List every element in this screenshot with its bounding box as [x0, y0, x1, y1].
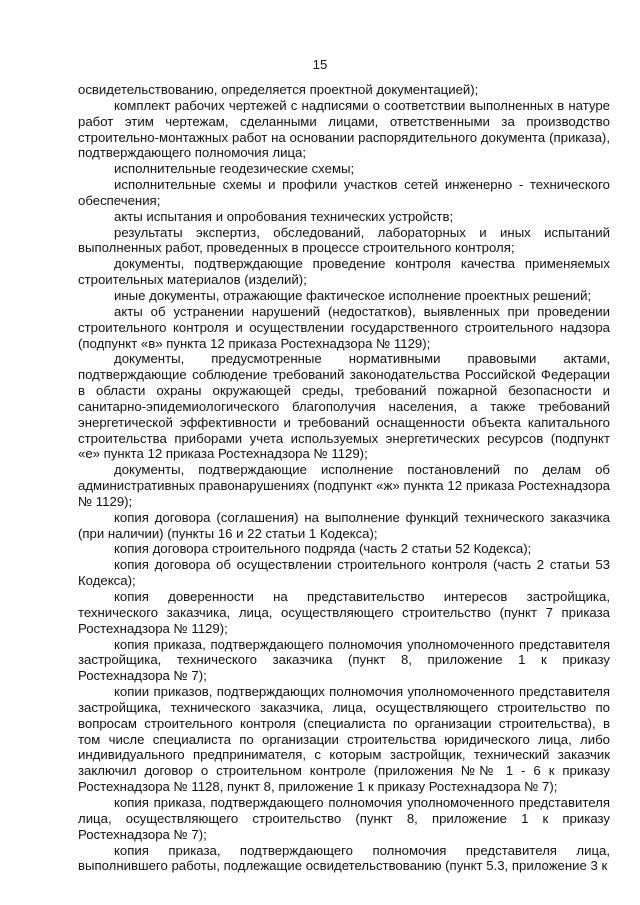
paragraph-17: копии приказов, подтверждающих полномочия уполномоченного представителя застройщика, технического заказчика, лица, осуществляющего строительство по вопросам строительного контроля (специалиста по организации строительства), в том числе специалиста по организации строительства юридического лица, либо индивидуального предпринимателя, с которым застройщик, технический заказчик заключил договор о строительном контроле (приложения №№ 1 - 6 к приказу Ростехнадзора № 1128, пункт 8, приложение 1 к приказу Ростехнадзора № 7); [78, 684, 610, 795]
paragraph-3: исполнительные геодезические схемы; [114, 161, 355, 177]
paragraph-11: документы, подтверждающие исполнение постановлений по делам об административных правонарушениях (подпункт «ж» пункта 12 приказа Ростехнадзора № 1129); [78, 462, 610, 509]
paragraph-2: комплект рабочих чертежей с надписями о соответствии выполненных в натуре работ этим чертежам, сделанными лицами, ответственными за производство строительно-монтажных работ на основании распорядительного документа (приказа), подтверждающего полномочия лица; [78, 97, 610, 161]
paragraph-8: иные документы, отражающие фактическое исполнение проектных решений; [114, 287, 592, 303]
paragraph-13: копия договора строительного подряда (часть 2 статьи 52 Кодекса); [114, 541, 532, 557]
paragraph-15: копия доверенности на представительство интересов застройщика, технического заказчика, лица, осуществляющего строительство (пункт 7 приказа Ростехнадзора № 1129); [78, 589, 610, 636]
paragraph-19: копия приказа, подтверждающего полномочия представителя лица, выполнившего работы, подлежащие освидетельствованию (пункт 5.3, приложение 3 к [78, 842, 610, 874]
page-number: 15 [312, 57, 328, 72]
document-body [78, 82, 610, 874]
paragraph-18: копия приказа, подтверждающего полномочия уполномоченного представителя лица, осуществляющего строительство (пункт 8, приложение 1 к приказу Ростехнадзора № 7); [78, 794, 610, 842]
paragraph-5: акты испытания и опробования технических устройств; [114, 208, 454, 224]
paragraph-12: копия договора (соглашения) на выполнение функций технического заказчика (при наличии) (пункты 16 и 22 статьи 1 Кодекса); [78, 509, 610, 541]
paragraph-6: результаты экспертиз, обследований, лабораторных и иных испытаний выполненных работ, проведенных в процессе строительного контроля; [78, 224, 610, 256]
paragraph-9: акты об устранении нарушений (недостатков), выявленных при проведении строительного контроля и осуществлении государственного строительного надзора (подпункт «в» пункта 12 приказа Ростехнадзора № 1129); [78, 303, 610, 351]
paragraph-4: исполнительные схемы и профили участков сетей инженерно - технического обеспечения; [78, 177, 610, 208]
paragraph-14: копия договора об осуществлении строительного контроля (часть 2 статьи 53 Кодекса); [78, 557, 610, 589]
paragraph-10: документы, предусмотренные нормативными правовыми актами, подтверждающие соблюдение требований законодательства Российской Федерации в области охраны окружающей среды, требований пожарной безопасности и санитарно-эпидемиологического благополучия населения, а также требований энергетической эффективности и требований оснащенности объекта капитального строительства приборами учета используемых энергетических ресурсов (подпункт «е» пункта 12 приказа Ростехнадзора № 1129); [78, 351, 610, 462]
paragraph-1: освидетельствованию, определяется проектной документацией); [78, 82, 479, 97]
paragraph-7: документы, подтверждающие проведение контроля качества применяемых строительных материалов (изделий); [78, 256, 610, 288]
paragraph-16: копия приказа, подтверждающего полномочия уполномоченного представителя застройщика, технического заказчика (пункт 8, приложение 1 к приказу Ростехнадзора № 7); [78, 636, 610, 684]
